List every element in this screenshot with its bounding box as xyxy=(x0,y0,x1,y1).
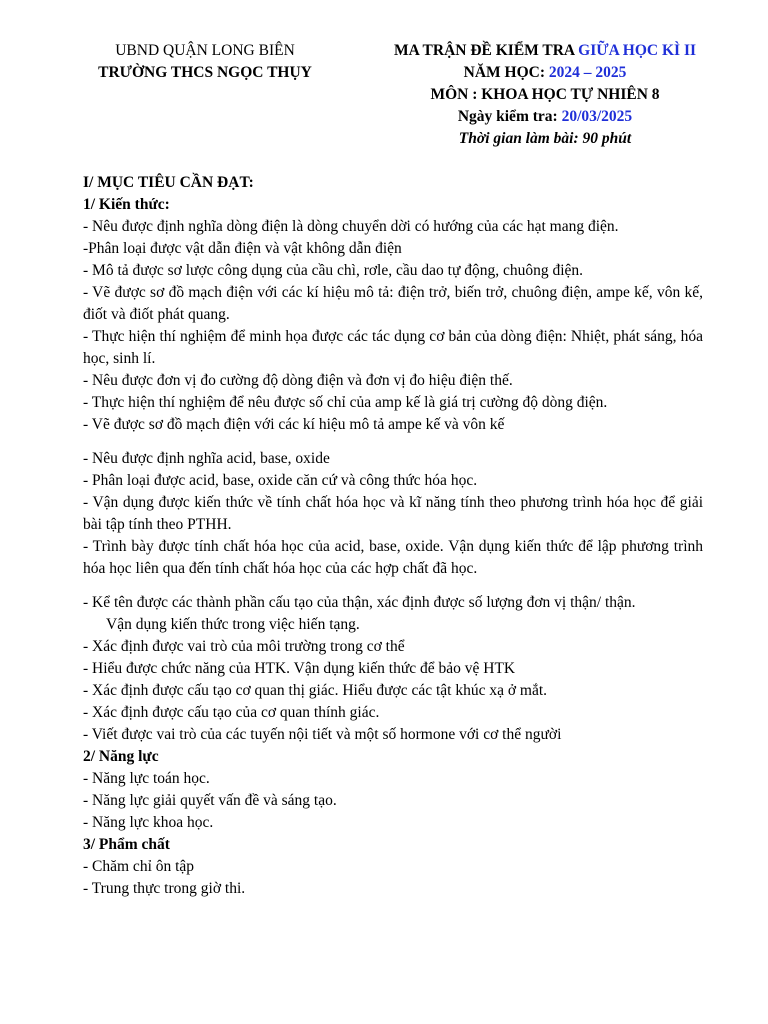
list-item: -Phân loại được vật dẫn điện và vật không dẫn điện xyxy=(83,240,402,257)
header-left xyxy=(80,40,330,84)
list-item: - Phân loại được acid, base, oxide căn cứ và công thức hóa học. xyxy=(83,472,478,489)
section-heading: I/ MỤC TIÊU CẦN ĐẠT: xyxy=(83,174,254,191)
year-label: NĂM HỌC: xyxy=(463,64,549,81)
header-right xyxy=(355,40,735,150)
list-item: - Thực hiện thí nghiệm để minh họa được các tác dụng cơ bản của dòng điện: Nhiệt, phát sáng, hóa học, sinh lí. xyxy=(83,328,703,367)
date-label: Ngày kiểm tra: xyxy=(457,108,562,125)
spacer xyxy=(83,436,703,448)
qualities-heading: 3/ Phẩm chất xyxy=(83,836,170,853)
list-item: - Viết được vai trò của các tuyến nội tiết và một số hormone với cơ thể người xyxy=(83,726,562,743)
list-item: - Hiểu được chức năng của HTK. Vận dụng kiến thức để bảo vệ HTK xyxy=(83,660,516,677)
district-name: UBND QUẬN LONG BIÊN xyxy=(115,42,295,59)
title-prefix: MA TRẬN ĐỀ KIỂM TRA xyxy=(393,42,579,59)
chemistry-objectives xyxy=(83,448,703,580)
knowledge-heading: 1/ Kiến thức: xyxy=(83,196,170,213)
biology-objectives xyxy=(83,592,703,746)
competence-heading: 2/ Năng lực xyxy=(83,748,159,765)
list-item: - Xác định được cấu tạo cơ quan thị giác. Hiểu được các tật khúc xạ ở mắt. xyxy=(83,682,548,699)
list-item: - Vẽ được sơ đồ mạch điện với các kí hiệu mô tả ampe kế và vôn kế xyxy=(83,416,505,433)
year-value: 2024 – 2025 xyxy=(548,64,627,81)
school-year xyxy=(355,62,735,84)
list-item: - Kể tên được các thành phần cấu tạo của thận, xác định được số lượng đơn vị thận/ thận. xyxy=(83,594,636,611)
list-item: - Vẽ được sơ đồ mạch điện với các kí hiệu mô tả: điện trở, biến trở, chuông điện, ampe kế, vôn kế, điốt và điốt phát quang. xyxy=(83,284,703,323)
list-item: - Nêu được định nghĩa dòng điện là dòng chuyển dời có hướng của các hạt mang điện. xyxy=(83,218,619,235)
exam-date xyxy=(355,106,735,128)
list-item: - Thực hiện thí nghiệm để nêu được số chỉ của amp kế là giá trị cường độ dòng điện. xyxy=(83,394,608,411)
list-item: - Nêu được đơn vị đo cường độ dòng điện và đơn vị đo hiệu điện thế. xyxy=(83,372,513,389)
exam-duration: Thời gian làm bài: 90 phút xyxy=(458,130,632,147)
main-content xyxy=(83,172,703,900)
list-item: - Trung thực trong giờ thi. xyxy=(83,880,246,897)
list-item: - Chăm chỉ ôn tập xyxy=(83,858,195,875)
physics-objectives xyxy=(83,216,703,436)
title-highlight: GIỮA HỌC KÌ II xyxy=(578,42,697,59)
date-value: 20/03/2025 xyxy=(561,108,633,125)
spacer xyxy=(83,580,703,592)
list-item-continuation: Vận dụng kiến thức trong việc hiến tạng. xyxy=(106,616,360,633)
list-item: - Năng lực khoa học. xyxy=(83,814,214,831)
list-item: - Năng lực toán học. xyxy=(83,770,210,787)
list-item: - Trình bày được tính chất hóa học của acid, base, oxide. Vận dụng kiến thức để lập phương trình hóa học liên qua đến tính chất hóa học của các hợp chất đã học. xyxy=(83,538,703,577)
list-item: - Mô tả được sơ lược công dụng của cầu chì, rơle, cầu dao tự động, chuông điện. xyxy=(83,262,584,279)
list-item: - Vận dụng được kiến thức về tính chất hóa học và kĩ năng tính theo phương trình hóa học để giải bài tập tính theo PTHH. xyxy=(83,494,703,533)
list-item: - Nêu được định nghĩa acid, base, oxide xyxy=(83,450,330,467)
school-name: TRƯỜNG THCS NGỌC THỤY xyxy=(98,64,312,81)
list-item: - Xác định được cấu tạo của cơ quan thính giác. xyxy=(83,704,380,721)
list-item: - Xác định được vai trò của môi trường trong cơ thể xyxy=(83,638,405,655)
list-item: - Năng lực giải quyết vấn đề và sáng tạo. xyxy=(83,792,337,809)
document-title xyxy=(355,40,735,62)
subject: MÔN : KHOA HỌC TỰ NHIÊN 8 xyxy=(430,86,660,103)
